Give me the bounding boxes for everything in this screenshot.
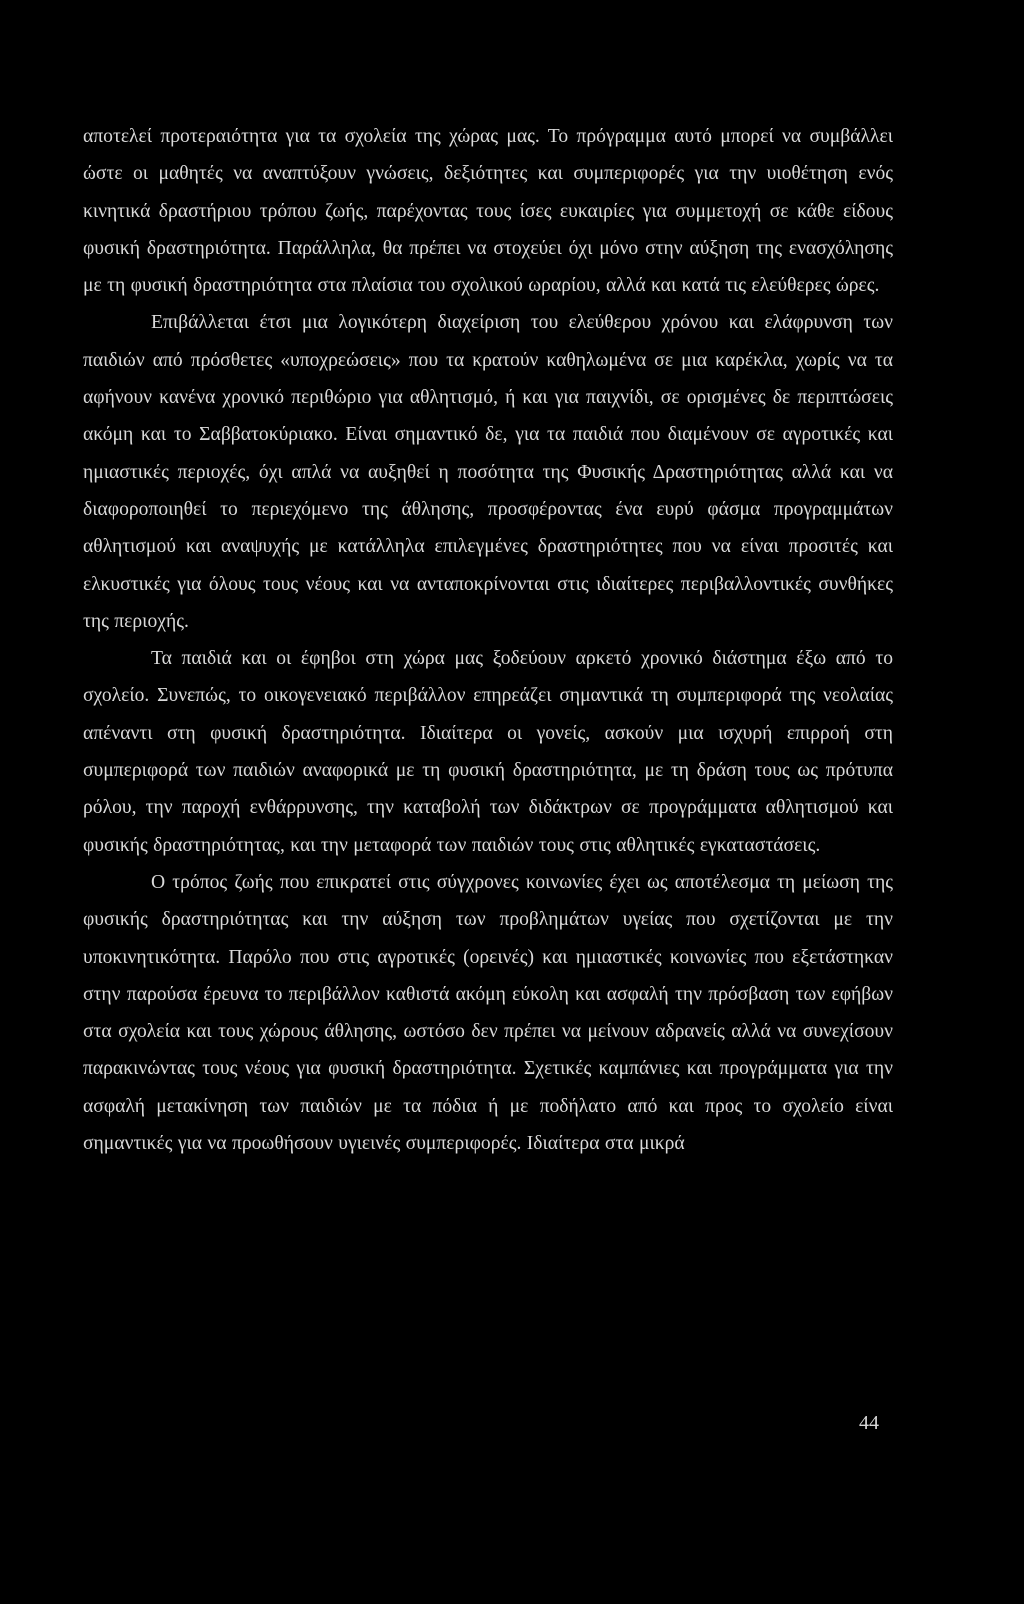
paragraph-continuation: αποτελεί προτεραιότητα για τα σχολεία της χώρας μας. Το πρόγραμμα αυτό μπορεί να συμβάλλει ώστε οι μαθητές να αναπτύξουν γνώσεις, δεξιότητες και συμπεριφορές για την υιοθέτηση ενός κινητικά δραστήριου τρόπου ζωής, παρέχοντας τους ίσες ευκαιρίες για συμμετοχή σε κάθε είδους φυσική δραστηριότητα. Παράλληλα, θα πρέπει να στοχεύει όχι μόνο στην αύξηση της ενασχόλησης με τη φυσική δραστηριότητα στα πλαίσια του σχολικού ωραρίου, αλλά και κατά τις ελεύθερες ώρες.	[83, 126, 893, 297]
document-page	[83, 118, 893, 1162]
paragraph-lifestyle: Ο τρόπος ζωής που επικρατεί στις σύγχρονες κοινωνίες έχει ως αποτέλεσμα τη μείωση της φυσικής δραστηριότητας και την αύξηση των προβλημάτων υγείας που σχετίζονται με την υποκινητικότητα. Παρόλο που στις αγροτικές (ορεινές) και ημιαστικές κοινωνίες που εξετάστηκαν στην παρούσα έρευνα το περιβάλλον καθιστά ακόμη εύκολη και ασφαλή την πρόσβαση των εφήβων στα σχολεία και τους χώρους άθλησης, ωστόσο δεν πρέπει να μείνουν αδρανείς αλλά να συνεχίσουν παρακινώντας τους νέους για φυσική δραστηριότητα. Σχετικές καμπάνιες και προγράμματα για την ασφαλή μετακίνηση των παιδιών με τα πόδια ή με ποδήλατο από και προς το σχολείο είναι σημαντικές για να προωθήσουν υγιεινές συμπεριφορές. Ιδιαίτερα στα μικρά	[83, 871, 893, 1155]
paragraph-family-environment: Τα παιδιά και οι έφηβοι στη χώρα μας ξοδεύουν αρκετό χρονικό διάστημα έξω από το σχολείο. Συνεπώς, το οικογενειακό περιβάλλον επηρεάζει σημαντικά τη συμπεριφορά της νεολαίας απέναντι στη φυσική δραστηριότητα. Ιδιαίτερα οι γονείς, ασκούν μια ισχυρή επιρροή στη συμπεριφορά των παιδιών αναφορικά με τη φυσική δραστηριότητα, με τη δράση τους ως πρότυπα ρόλου, την παροχή ενθάρρυνσης, την καταβολή των διδάκτρων σε προγράμματα αθλητισμού και φυσικής δραστηριότητας, και την μεταφορά των παιδιών τους στις αθλητικές εγκαταστάσεις.	[83, 648, 893, 856]
page-number: 44	[859, 1412, 879, 1434]
paragraph-free-time: Επιβάλλεται έτσι μια λογικότερη διαχείριση του ελεύθερου χρόνου και ελάφρυνση των παιδιών από πρόσθετες «υποχρεώσεις» που τα κρατούν καθηλωμένα σε μια καρέκλα, χωρίς να τα αφήνουν κανένα χρονικό περιθώριο για αθλητισμό, ή και για παιχνίδι, σε ορισμένες δε περιπτώσεις ακόμη και το Σαββατοκύριακο. Είναι σημαντικό δε, για τα παιδιά που διαμένουν σε αγροτικές και ημιαστικές περιοχές, όχι απλά να αυξηθεί η ποσότητα της Φυσικής Δραστηριότητας αλλά και να διαφοροποιηθεί το περιεχόμενο της άθλησης, προσφέροντας ένα ευρύ φάσμα προγραμμάτων αθλητισμού και αναψυχής με κατάλληλα επιλεγμένες δραστηριότητες που να είναι προσιτές και ελκυστικές για όλους τους νέους και να ανταποκρίνονται στις ιδιαίτερες περιβαλλοντικές συνθήκες της περιοχής.	[83, 312, 893, 632]
